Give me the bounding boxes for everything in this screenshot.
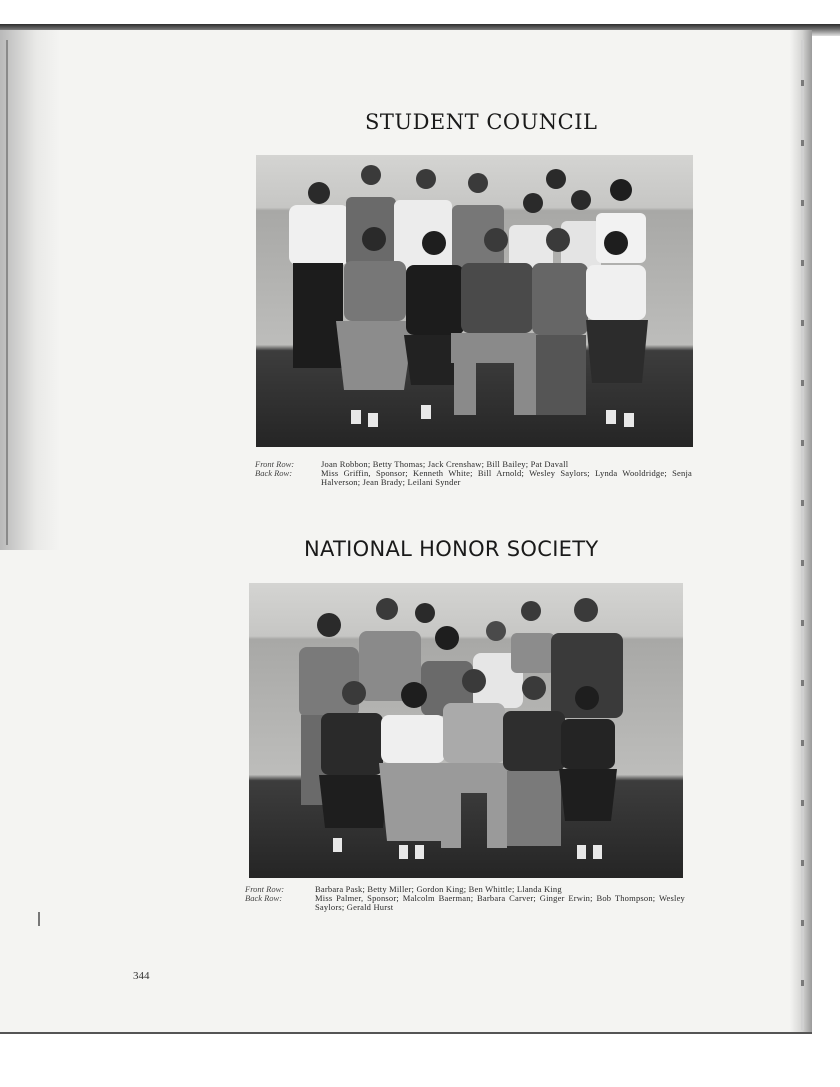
student-council-photo (256, 155, 693, 447)
group-photo-figures (249, 583, 683, 878)
student-council-caption (255, 460, 692, 487)
page-edge-stack (801, 40, 804, 1030)
back-row-label: Back Row: (255, 468, 293, 478)
margin-mark (38, 912, 40, 926)
back-row-label: Back Row: (245, 893, 283, 903)
national-honor-society-caption (245, 885, 685, 912)
front-row-label: Front Row: (245, 884, 285, 894)
group-photo-figures (256, 155, 693, 447)
binding-edge (6, 40, 8, 545)
section-title-student-council: STUDENT COUNCIL (365, 110, 598, 134)
national-honor-society-photo (249, 583, 683, 878)
front-row-label: Front Row: (255, 459, 295, 469)
back-row-names: Miss Griffin, Sponsor; Kenneth White; Bill Arnold; Wesley Saylors; Lynda Wooldridge; Senja Halverson; Jean Brady; Leilani Synder (321, 468, 692, 487)
front-row-names: Barbara Pask; Betty Miller; Gordon King; Ben Whittle; Llanda King (315, 884, 562, 894)
section-title-national-honor-society: NATIONAL HONOR SOCIETY (304, 537, 599, 561)
back-row-line (245, 894, 685, 912)
binding-shadow (0, 30, 60, 550)
back-row-line (255, 469, 692, 487)
front-row-names: Joan Robbon; Betty Thomas; Jack Crenshaw; Bill Bailey; Pat Davall (321, 459, 569, 469)
page-number: 344 (133, 970, 150, 982)
back-row-names: Miss Palmer, Sponsor; Malcolm Baerman; Barbara Carver; Ginger Erwin; Bob Thompson; Wesley Saylors; Gerald Hurst (315, 893, 685, 912)
